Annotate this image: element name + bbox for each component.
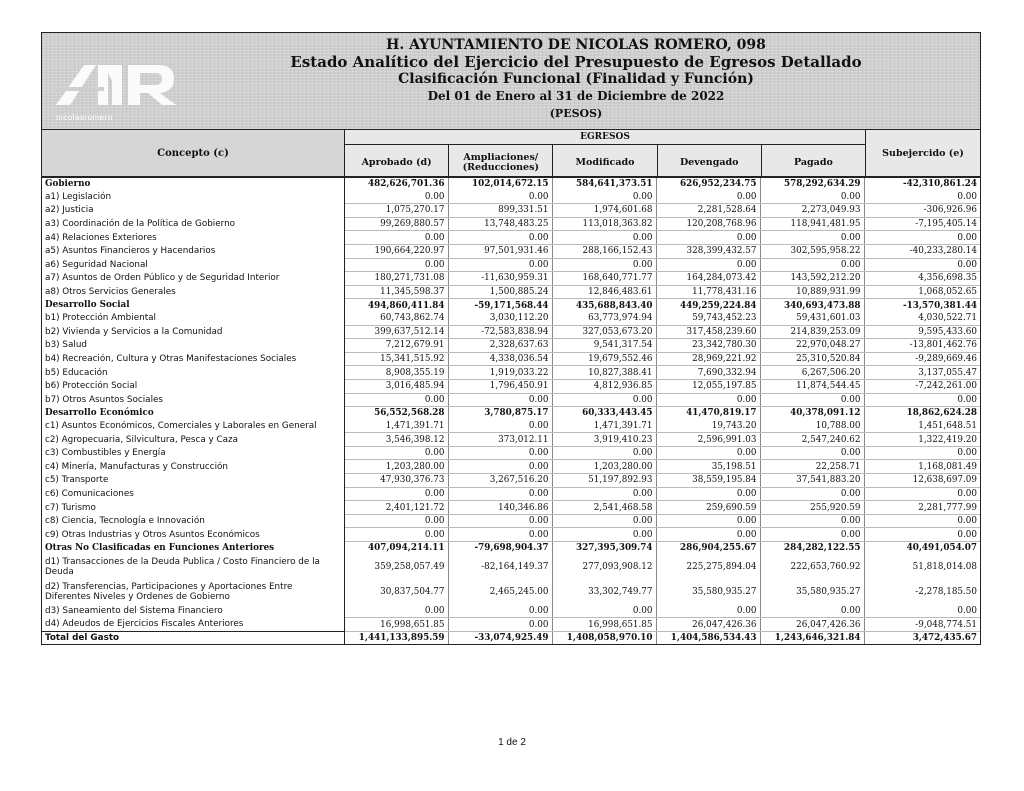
amount-cell: -7,242,261.00 <box>864 379 980 393</box>
amount-cell: 18,862,624.28 <box>906 408 977 419</box>
table-row <box>42 204 980 218</box>
amount-cell: 3,030,112.20 <box>448 312 552 325</box>
amount-cell: 35,580,935.27 <box>656 580 760 605</box>
concept-cell: Desarrollo Social <box>42 299 344 312</box>
amount-cell: -306,926.96 <box>864 204 980 218</box>
subejercido-header: Subejercido (e) <box>882 147 964 159</box>
devengado-header: Devengado <box>658 145 762 176</box>
amount-cell: 0.00 <box>552 393 656 407</box>
amount-cell: 2,465,245.00 <box>448 580 552 605</box>
amount-cell: 3,780,875.17 <box>448 407 552 420</box>
amount-cell: 56,552,568.28 <box>344 407 448 420</box>
amount-cell: 373,012.11 <box>448 433 552 447</box>
amount-cell: 0.00 <box>656 191 760 204</box>
amount-cell: 0.00 <box>344 528 448 542</box>
amount-cell: 0.00 <box>656 393 760 407</box>
amount-cell: 225,275,894.04 <box>656 555 760 580</box>
table-row <box>42 352 980 366</box>
amount-cell: 1,203,280.00 <box>552 460 656 474</box>
amount-cell: 22,258.71 <box>760 460 864 474</box>
amount-cell: 26,047,426.36 <box>760 618 864 632</box>
amount-cell: 1,471,391.71 <box>552 420 656 433</box>
amount-cell: 2,596,991.03 <box>656 433 760 447</box>
amount-cell: 11,778,431.16 <box>656 285 760 299</box>
amount-cell: 0.00 <box>344 487 448 501</box>
table-row <box>42 231 980 245</box>
table-row <box>42 446 980 460</box>
concept-cell: c4) Minería, Manufacturas y Construcción <box>42 460 344 474</box>
amount-cell: 33,302,749.77 <box>552 580 656 605</box>
amount-cell: 12,638,697.09 <box>864 474 980 488</box>
amount-cell: 0.00 <box>864 605 980 618</box>
table-row <box>42 366 980 380</box>
amount-cell: 38,559,195.84 <box>656 474 760 488</box>
amount-cell: 10,889,931.99 <box>760 285 864 299</box>
concept-cell: d1) Transacciones de la Deuda Publica / Costo Financiero de la Deuda <box>42 555 344 580</box>
amount-cell: 9,595,433.60 <box>864 325 980 339</box>
amount-cell: 7,212,679.91 <box>344 339 448 353</box>
period-title: Del 01 de Enero al 31 de Diciembre de 2022 <box>427 89 725 103</box>
amount-cell: 0.00 <box>656 605 760 618</box>
concept-cell: a4) Relaciones Exteriores <box>42 231 344 245</box>
amount-cell: 259,690.59 <box>656 501 760 515</box>
amount-cell: 399,637,512.14 <box>344 325 448 339</box>
amount-cell: 113,018,363.82 <box>552 217 656 231</box>
amount-cell: 0.00 <box>656 487 760 501</box>
group-row <box>42 178 980 191</box>
amount-cell: 0.00 <box>864 393 980 407</box>
amount-cell: 0.00 <box>448 618 552 632</box>
concept-cell: a5) Asuntos Financieros y Hacendarios <box>42 244 344 258</box>
amount-cell: 1,471,391.71 <box>344 420 448 433</box>
amount-cell: 1,075,270.17 <box>344 204 448 218</box>
amount-cell: 288,166,152.43 <box>552 244 656 258</box>
amount-cell: 0.00 <box>760 487 864 501</box>
table-row <box>42 191 980 204</box>
amount-cell: 60,743,862.74 <box>344 312 448 325</box>
amount-cell: 11,345,598.37 <box>344 285 448 299</box>
amount-cell: 0.00 <box>864 191 980 204</box>
concept-cell: a3) Coordinación de la Política de Gobierno <box>42 217 344 231</box>
amount-cell: 118,941,481.95 <box>760 217 864 231</box>
amount-cell: 4,356,698.35 <box>864 272 980 286</box>
concept-cell: Gobierno <box>42 178 344 191</box>
amount-cell: 35,198.51 <box>656 460 760 474</box>
amount-cell: 0.00 <box>864 487 980 501</box>
amount-cell: 19,679,552.46 <box>552 352 656 366</box>
amount-cell: 16,998,651.85 <box>344 618 448 632</box>
amount-cell: 0.00 <box>656 231 760 245</box>
amount-cell: -2,278,185.50 <box>915 587 977 598</box>
egresos-header-group <box>345 130 866 176</box>
table-row <box>42 393 980 407</box>
amount-cell: 1,919,033.22 <box>448 366 552 380</box>
egresos-header: EGRESOS <box>345 130 865 145</box>
amount-cell: 140,346.86 <box>448 501 552 515</box>
amount-cell: 284,282,122.55 <box>760 542 864 555</box>
amount-cell: 0.00 <box>864 528 980 542</box>
concept-cell: c3) Combustibles y Energía <box>42 446 344 460</box>
amount-cell: -13,570,381.44 <box>902 300 977 311</box>
amount-cell: 16,998,651.85 <box>552 618 656 632</box>
amount-cell: 277,093,908.12 <box>552 555 656 580</box>
amount-cell: 0.00 <box>760 393 864 407</box>
concept-cell: a6) Seguridad Nacional <box>42 258 344 272</box>
report-title: Estado Analítico del Ejercicio del Presupuesto de Egresos Detallado <box>290 53 862 71</box>
amount-cell: 63,773,974.94 <box>552 312 656 325</box>
modificado-header: Modificado <box>553 145 657 176</box>
amount-cell: 1,068,052.65 <box>864 285 980 299</box>
table-row <box>42 460 980 474</box>
amount-cell: 0.00 <box>448 258 552 272</box>
amount-cell: 51,197,892.93 <box>552 474 656 488</box>
amount-cell: 1,404,586,534.43 <box>656 631 760 644</box>
amount-cell: 0.00 <box>448 191 552 204</box>
amount-cell: 1,451,648.51 <box>864 420 980 433</box>
concept-cell: b2) Vivienda y Servicios a la Comunidad <box>42 325 344 339</box>
concept-cell: a1) Legislación <box>42 191 344 204</box>
concept-cell: b1) Protección Ambiental <box>42 312 344 325</box>
amount-cell: 97,501,931.46 <box>448 244 552 258</box>
amount-cell: 23,342,780.30 <box>656 339 760 353</box>
amount-cell: 3,137,055.47 <box>864 366 980 380</box>
amount-cell: 0.00 <box>760 258 864 272</box>
amount-cell: 41,470,819.17 <box>656 407 760 420</box>
amount-cell: 286,904,255.67 <box>656 542 760 555</box>
amount-cell: 2,547,240.62 <box>760 433 864 447</box>
amount-cell: -7,195,405.14 <box>864 217 980 231</box>
ampliaciones-header: Ampliaciones/ (Reducciones) <box>449 145 553 176</box>
amount-cell: 1,408,058,970.10 <box>552 631 656 644</box>
amount-cell: 47,930,376.73 <box>344 474 448 488</box>
amount-cell: 19,743.20 <box>656 420 760 433</box>
amount-cell: 1,243,646,321.84 <box>760 631 864 644</box>
page-number: 1 de 2 <box>498 737 526 748</box>
amount-cell: 3,016,485.94 <box>344 379 448 393</box>
concept-cell: Total del Gasto <box>42 631 344 644</box>
table-row <box>42 244 980 258</box>
group-row <box>42 299 980 312</box>
amount-cell: 0.00 <box>552 191 656 204</box>
aprobado-header: Aprobado (d) <box>345 145 449 176</box>
amount-cell: 0.00 <box>448 528 552 542</box>
group-row <box>42 407 980 420</box>
amount-cell: 327,395,309.74 <box>552 542 656 555</box>
table-row <box>42 618 980 632</box>
concept-cell: Otras No Clasificadas en Funciones Anteriores <box>42 542 344 555</box>
concept-cell: c1) Asuntos Económicos, Comerciales y Laborales en General <box>42 420 344 433</box>
amount-cell: 2,328,637.63 <box>448 339 552 353</box>
amount-cell: 0.00 <box>760 605 864 618</box>
amount-cell: 0.00 <box>344 514 448 528</box>
amount-cell: 1,441,133,895.59 <box>344 631 448 644</box>
amount-cell: 4,030,522.71 <box>864 312 980 325</box>
amount-cell: 0.00 <box>448 605 552 618</box>
table-row <box>42 272 980 286</box>
classification-title: Clasificación Funcional (Finalidad y Función) <box>398 71 754 87</box>
amount-cell: -9,289,669.46 <box>864 352 980 366</box>
amount-cell: 2,401,121.72 <box>344 501 448 515</box>
amount-cell: 12,055,197.85 <box>656 379 760 393</box>
amount-cell: 102,014,672.15 <box>448 178 552 191</box>
amount-cell: 99,269,880.57 <box>344 217 448 231</box>
concept-cell: c9) Otras Industrias y Otros Asuntos Económicos <box>42 528 344 542</box>
amount-cell: 0.00 <box>344 605 448 618</box>
amount-cell: 317,458,239.60 <box>656 325 760 339</box>
entity-title: H. AYUNTAMIENTO DE NICOLAS ROMERO, 098 <box>386 37 766 53</box>
municipality-logo <box>56 55 186 111</box>
amount-cell: 25,310,520.84 <box>760 352 864 366</box>
concept-cell: c6) Comunicaciones <box>42 487 344 501</box>
amount-cell: 0.00 <box>448 460 552 474</box>
amount-cell: 449,259,224.84 <box>656 299 760 312</box>
concept-cell: d3) Saneamiento del Sistema Financiero <box>42 605 344 618</box>
amount-cell: 12,846,483.61 <box>552 285 656 299</box>
amount-cell: 120,208,768.96 <box>656 217 760 231</box>
amount-cell: 4,338,036.54 <box>448 352 552 366</box>
concept-cell: c2) Agropecuaria, Silvicultura, Pesca y Caza <box>42 433 344 447</box>
table-row <box>42 217 980 231</box>
amount-cell: 0.00 <box>864 258 980 272</box>
concept-cell: a2) Justicia <box>42 204 344 218</box>
logo-wordmark: nicolasromero <box>56 113 113 122</box>
amount-cell: 60,333,443.45 <box>552 407 656 420</box>
table-row <box>42 555 980 580</box>
amount-cell: -82,164,149.37 <box>448 555 552 580</box>
amount-cell: 10,827,388.41 <box>552 366 656 380</box>
amount-cell: 180,271,731.08 <box>344 272 448 286</box>
amount-cell: -79,698,904.37 <box>448 542 552 555</box>
table-row <box>42 420 980 433</box>
amount-cell: 168,640,771.77 <box>552 272 656 286</box>
report-sheet <box>41 32 981 645</box>
amount-cell: 0.00 <box>552 487 656 501</box>
amount-cell: 2,281,528.64 <box>656 204 760 218</box>
amount-cell: 584,641,373.51 <box>552 178 656 191</box>
amount-cell: 15,341,515.92 <box>344 352 448 366</box>
amount-cell: 255,920.59 <box>760 501 864 515</box>
amount-cell: 0.00 <box>552 605 656 618</box>
group-row <box>42 542 980 555</box>
amount-cell: 0.00 <box>552 258 656 272</box>
amount-cell: 3,919,410.23 <box>552 433 656 447</box>
amount-cell: 3,472,435.67 <box>864 631 980 644</box>
amount-cell: 0.00 <box>760 191 864 204</box>
amount-cell: 0.00 <box>448 446 552 460</box>
concept-cell: b5) Educación <box>42 366 344 380</box>
amount-cell: 407,094,214.11 <box>344 542 448 555</box>
amount-cell: 0.00 <box>552 231 656 245</box>
amount-cell: 302,595,958.22 <box>760 244 864 258</box>
amount-cell: -72,583,838.94 <box>448 325 552 339</box>
amount-cell: 59,431,601.03 <box>760 312 864 325</box>
amount-cell: 222,653,760.92 <box>760 555 864 580</box>
amount-cell: 0.00 <box>552 446 656 460</box>
amount-cell: 40,378,091.12 <box>760 407 864 420</box>
amount-cell: -42,310,861.24 <box>902 179 977 190</box>
amount-cell: 11,874,544.45 <box>760 379 864 393</box>
amount-cell: 143,592,212.20 <box>760 272 864 286</box>
concept-header: Concepto (c) <box>42 130 345 176</box>
currency-label: (PESOS) <box>549 107 603 120</box>
amount-cell: 28,969,221.92 <box>656 352 760 366</box>
amount-cell: 51,818,014.08 <box>912 562 977 573</box>
amount-cell: 494,860,411.84 <box>344 299 448 312</box>
amount-cell: 9,541,317.54 <box>552 339 656 353</box>
column-headers <box>42 130 980 178</box>
amount-cell: 340,693,473.88 <box>760 299 864 312</box>
amount-cell: 30,837,504.77 <box>344 580 448 605</box>
amount-cell: 0.00 <box>760 446 864 460</box>
amount-cell: 0.00 <box>448 420 552 433</box>
amount-cell: 2,541,468.58 <box>552 501 656 515</box>
concept-cell: d4) Adeudos de Ejercicios Fiscales Anteriores <box>42 618 344 632</box>
table-row <box>42 528 980 542</box>
amount-cell: 0.00 <box>656 446 760 460</box>
amount-cell: -33,074,925.49 <box>448 631 552 644</box>
amount-cell: 2,273,049.93 <box>760 204 864 218</box>
table-row <box>42 580 980 605</box>
amount-cell: 899,331.51 <box>448 204 552 218</box>
concept-cell: b7) Otros Asuntos Sociales <box>42 393 344 407</box>
amount-cell: 2,281,777.99 <box>864 501 980 515</box>
table-row <box>42 605 980 618</box>
amount-cell: 7,690,332.94 <box>656 366 760 380</box>
amount-cell: 0.00 <box>864 514 980 528</box>
concept-cell: Desarrollo Económico <box>42 407 344 420</box>
amount-cell: 164,284,073.42 <box>656 272 760 286</box>
total-row <box>42 631 980 644</box>
amount-cell: 0.00 <box>552 528 656 542</box>
amount-cell: 0.00 <box>760 514 864 528</box>
amount-cell: 328,399,432.57 <box>656 244 760 258</box>
table-row <box>42 501 980 515</box>
amount-cell: 10,788.00 <box>760 420 864 433</box>
concept-cell: b4) Recreación, Cultura y Otras Manifestaciones Sociales <box>42 352 344 366</box>
report-header <box>42 33 980 130</box>
amount-cell: 578,292,634.29 <box>760 178 864 191</box>
concept-cell: c7) Turismo <box>42 501 344 515</box>
table-row <box>42 339 980 353</box>
amount-cell: 37,541,883.20 <box>760 474 864 488</box>
table-row <box>42 474 980 488</box>
amount-cell: 327,053,673.20 <box>552 325 656 339</box>
report-titles <box>212 37 940 122</box>
amount-cell: 0.00 <box>448 393 552 407</box>
amount-cell: 59,743,452.23 <box>656 312 760 325</box>
amount-cell: 1,203,280.00 <box>344 460 448 474</box>
concept-cell: c5) Transporte <box>42 474 344 488</box>
amount-cell: 0.00 <box>656 258 760 272</box>
amount-cell: 0.00 <box>656 514 760 528</box>
amount-cell: 359,258,057.49 <box>344 555 448 580</box>
table-row <box>42 514 980 528</box>
amount-cell: 0.00 <box>344 258 448 272</box>
table-row <box>42 325 980 339</box>
amount-cell: 626,952,234.75 <box>656 178 760 191</box>
table-row <box>42 487 980 501</box>
amount-cell: 0.00 <box>448 514 552 528</box>
pagado-header: Pagado <box>794 156 833 168</box>
amount-cell: -59,171,568.44 <box>448 299 552 312</box>
amount-cell: 0.00 <box>344 446 448 460</box>
table-row <box>42 285 980 299</box>
amount-cell: 0.00 <box>344 231 448 245</box>
amount-cell: 0.00 <box>344 393 448 407</box>
amount-cell: 0.00 <box>552 514 656 528</box>
amount-cell: 26,047,426.36 <box>656 618 760 632</box>
amount-cell: -11,630,959.31 <box>448 272 552 286</box>
amount-cell: 3,267,516.20 <box>448 474 552 488</box>
amount-cell: 6,267,506.20 <box>760 366 864 380</box>
table-row <box>42 312 980 325</box>
amount-cell: -13,801,462.76 <box>864 339 980 353</box>
table-row <box>42 258 980 272</box>
amount-cell: 0.00 <box>656 528 760 542</box>
amount-cell: 482,626,701.36 <box>344 178 448 191</box>
amount-cell: -40,233,280.14 <box>864 244 980 258</box>
table-row <box>42 379 980 393</box>
amount-cell: 190,664,220.97 <box>344 244 448 258</box>
amount-cell: 0.00 <box>344 191 448 204</box>
table-row <box>42 433 980 447</box>
amount-cell: 1,796,450.91 <box>448 379 552 393</box>
amount-cell: 1,974,601.68 <box>552 204 656 218</box>
amount-cell: 1,168,081.49 <box>864 460 980 474</box>
concept-cell: b3) Salud <box>42 339 344 353</box>
concept-cell: a7) Asuntos de Orden Público y de Seguridad Interior <box>42 272 344 286</box>
budget-table <box>42 178 980 644</box>
concept-cell: a8) Otros Servicios Generales <box>42 285 344 299</box>
concept-cell: c8) Ciencia, Tecnología e Innovación <box>42 514 344 528</box>
amount-cell: 22,970,048.27 <box>760 339 864 353</box>
amount-cell: 1,500,885.24 <box>448 285 552 299</box>
amount-cell: 0.00 <box>448 231 552 245</box>
amount-cell: 4,812,936.85 <box>552 379 656 393</box>
amount-cell: 435,688,843.40 <box>552 299 656 312</box>
amount-cell: -9,048,774.51 <box>864 618 980 632</box>
amount-cell: 40,491,054.07 <box>906 543 977 554</box>
amount-cell: 0.00 <box>760 528 864 542</box>
concept-cell: b6) Protección Social <box>42 379 344 393</box>
amount-cell: 0.00 <box>760 231 864 245</box>
amount-cell: 214,839,253.09 <box>760 325 864 339</box>
amount-cell: 35,580,935.27 <box>760 580 864 605</box>
amount-cell: 0.00 <box>448 487 552 501</box>
amount-cell: 8,908,355.19 <box>344 366 448 380</box>
amount-cell: 3,546,398.12 <box>344 433 448 447</box>
amount-cell: 13,748,483.25 <box>448 217 552 231</box>
amount-cell: 0.00 <box>864 231 980 245</box>
amount-cell: 1,322,419.20 <box>864 433 980 447</box>
concept-cell: d2) Transferencias, Participaciones y Aportaciones Entre Diferentes Niveles y Ordenes de Gobierno <box>42 580 344 605</box>
amount-cell: 0.00 <box>864 446 980 460</box>
